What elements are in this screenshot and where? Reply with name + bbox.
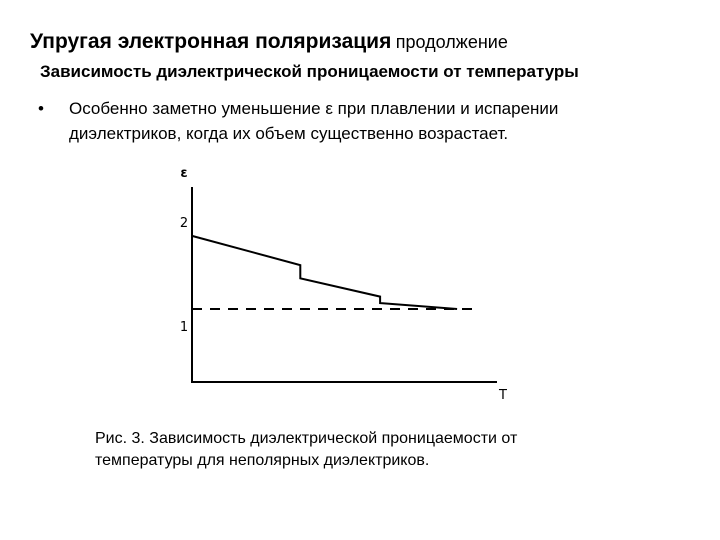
y-tick-label-1: 1	[179, 320, 189, 335]
figure-caption-line-2: температуры для неполярных диэлектриков.	[95, 452, 430, 469]
y-tick-label-2: 2	[179, 216, 189, 231]
figure-caption	[95, 428, 655, 472]
bullet-text-line-2: диэлектриков, когда их объем существенно возрастает.	[69, 124, 509, 143]
bullet-marker: •	[38, 99, 44, 118]
y-axis-label: ε	[180, 166, 188, 181]
slide-subtitle: Зависимость диэлектрической проницаемости от температуры	[40, 62, 579, 81]
bullet-text-line-1: Особенно заметно уменьшение ε при плавлении и испарении	[69, 99, 559, 118]
series-line	[192, 236, 457, 309]
slide-title-main: Упругая электронная поляризация	[30, 30, 392, 53]
figure-caption-line-1: Рис. 3. Зависимость диэлектрической проницаемости от	[95, 430, 518, 447]
slide-title-continuation: продолжение	[395, 32, 508, 52]
x-axis-label: T	[499, 388, 507, 403]
